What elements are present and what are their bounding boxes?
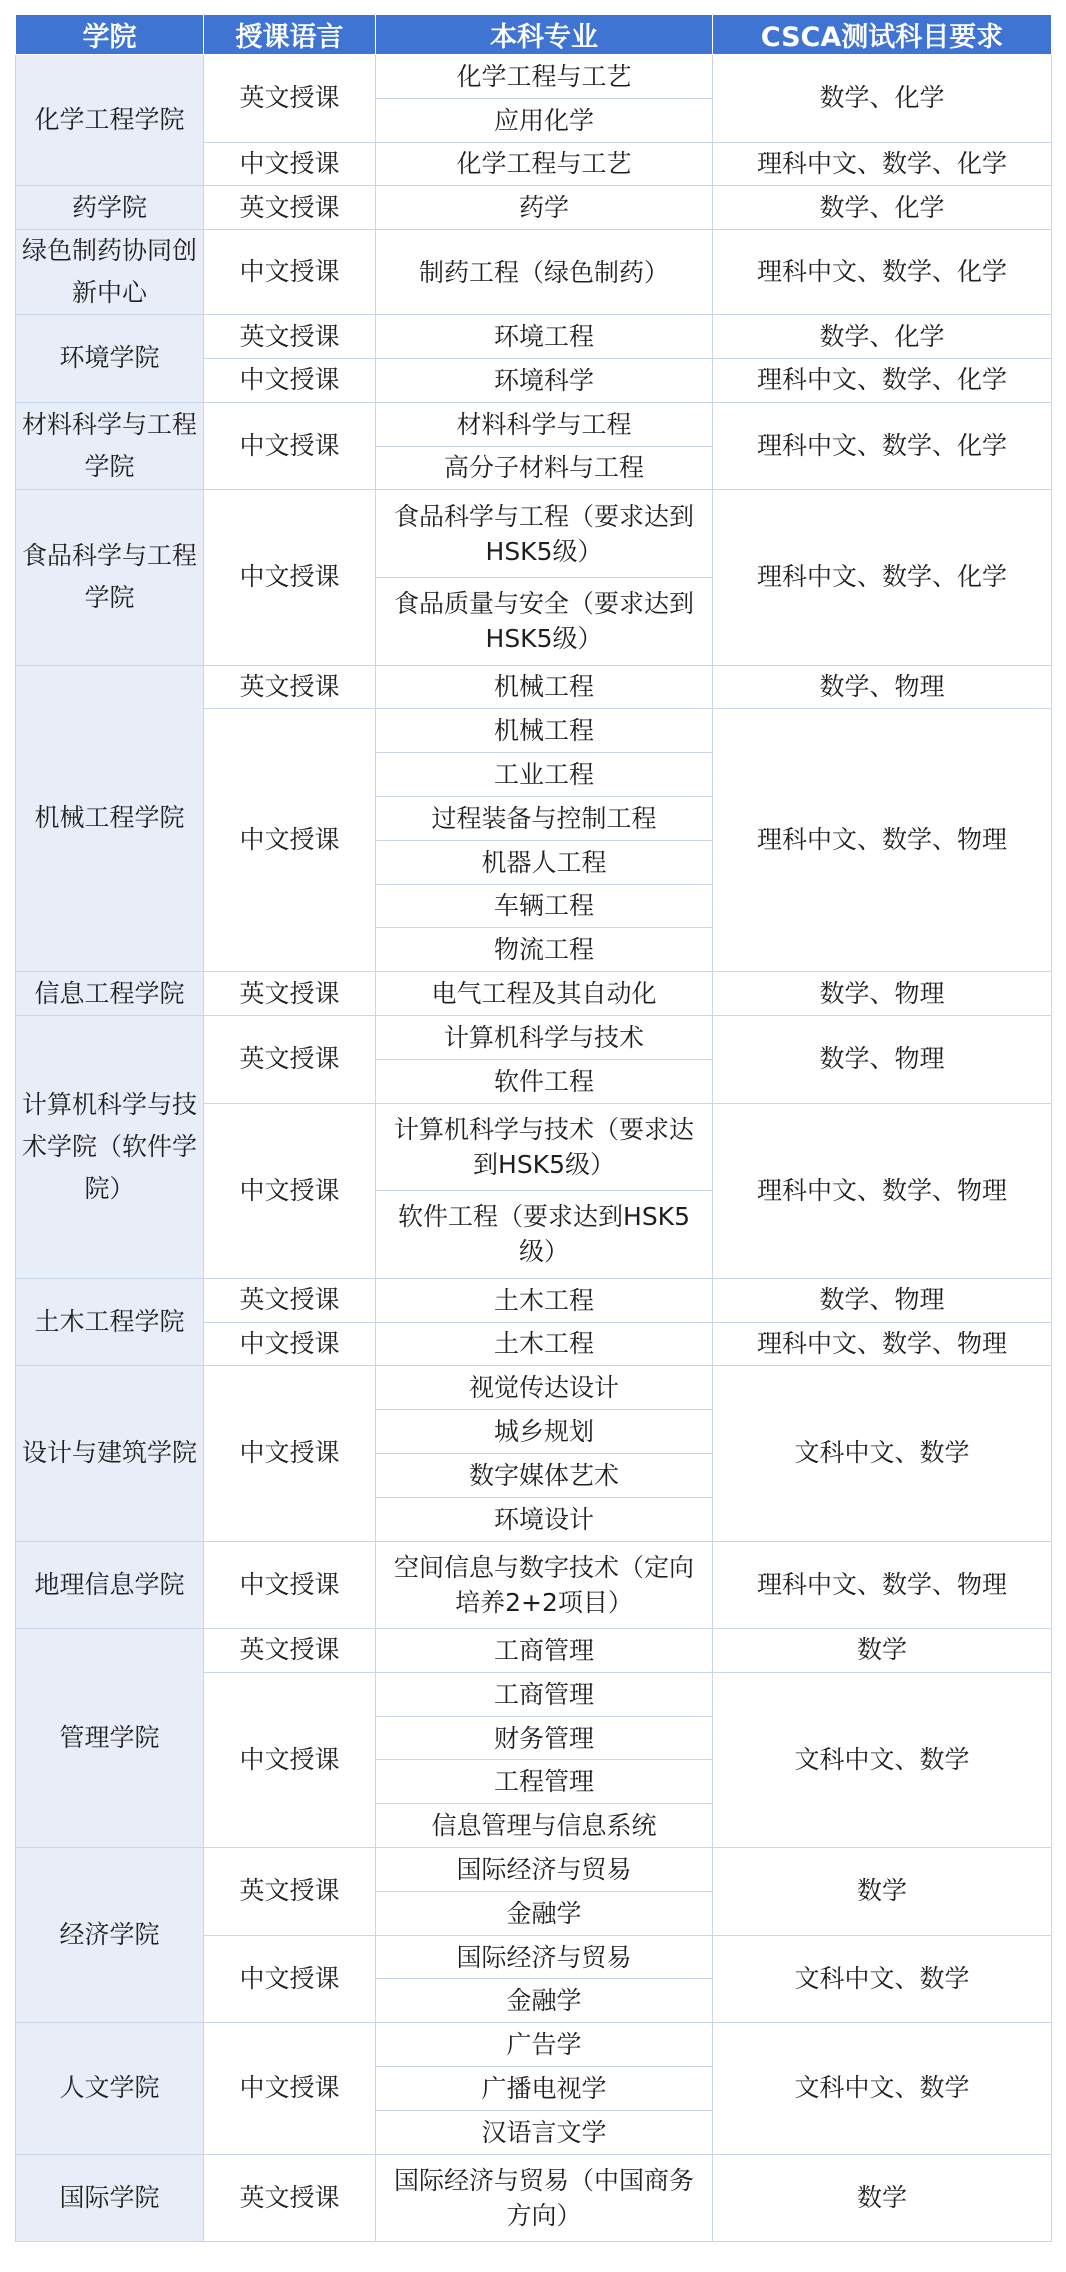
requirement-cell: 文科中文、数学 <box>713 1935 1052 2023</box>
table-body <box>16 55 1052 2242</box>
header-college: 学院 <box>16 15 204 55</box>
language-cell: 中文授课 <box>204 230 376 315</box>
college-cell: 食品科学与工程学院 <box>16 490 204 665</box>
table-row <box>16 315 1052 359</box>
requirement-cell: 理科中文、数学、物理 <box>713 1103 1052 1278</box>
table-row <box>16 186 1052 230</box>
major-cell: 广播电视学 <box>376 2067 713 2111</box>
major-cell: 食品科学与工程（要求达到HSK5级） <box>376 490 713 578</box>
requirement-cell: 理科中文、数学、物理 <box>713 1322 1052 1366</box>
requirement-cell: 理科中文、数学、化学 <box>713 142 1052 186</box>
major-cell: 土木工程 <box>376 1322 713 1366</box>
requirement-cell: 理科中文、数学、化学 <box>713 230 1052 315</box>
language-cell: 英文授课 <box>204 55 376 143</box>
requirement-cell: 数学、化学 <box>713 315 1052 359</box>
major-table-container <box>15 14 1051 2242</box>
major-cell: 物流工程 <box>376 928 713 972</box>
major-cell: 财务管理 <box>376 1716 713 1760</box>
major-cell: 应用化学 <box>376 98 713 142</box>
college-cell: 环境学院 <box>16 315 204 403</box>
major-cell: 国际经济与贸易（中国商务方向） <box>376 2154 713 2242</box>
table-row <box>16 2023 1052 2067</box>
college-cell: 药学院 <box>16 186 204 230</box>
major-cell: 软件工程 <box>376 1059 713 1103</box>
requirement-cell: 数学 <box>713 2154 1052 2242</box>
major-cell: 计算机科学与技术 <box>376 1015 713 1059</box>
table-row <box>16 1278 1052 1322</box>
requirement-cell: 理科中文、数学、化学 <box>713 358 1052 402</box>
college-cell: 材料科学与工程学院 <box>16 402 204 490</box>
major-cell: 过程装备与控制工程 <box>376 796 713 840</box>
major-cell: 材料科学与工程 <box>376 402 713 446</box>
college-cell: 机械工程学院 <box>16 665 204 972</box>
college-cell: 绿色制药协同创新中心 <box>16 230 204 315</box>
language-cell: 英文授课 <box>204 665 376 709</box>
major-cell: 视觉传达设计 <box>376 1366 713 1410</box>
language-cell: 英文授课 <box>204 1015 376 1103</box>
language-cell: 英文授课 <box>204 1848 376 1936</box>
college-cell: 土木工程学院 <box>16 1278 204 1366</box>
language-cell: 中文授课 <box>204 142 376 186</box>
table-row <box>16 665 1052 709</box>
major-cell: 汉语言文学 <box>376 2110 713 2154</box>
requirement-cell: 理科中文、数学、物理 <box>713 1541 1052 1629</box>
college-cell: 国际学院 <box>16 2154 204 2242</box>
language-cell: 英文授课 <box>204 315 376 359</box>
major-cell: 药学 <box>376 186 713 230</box>
language-cell: 英文授课 <box>204 1629 376 1673</box>
requirement-cell: 文科中文、数学 <box>713 2023 1052 2154</box>
header-major: 本科专业 <box>376 15 713 55</box>
major-cell: 数字媒体艺术 <box>376 1453 713 1497</box>
language-cell: 英文授课 <box>204 972 376 1016</box>
language-cell: 中文授课 <box>204 402 376 490</box>
major-cell: 信息管理与信息系统 <box>376 1804 713 1848</box>
major-cell: 金融学 <box>376 1891 713 1935</box>
table-row <box>16 55 1052 99</box>
major-cell: 化学工程与工艺 <box>376 142 713 186</box>
major-requirements-table <box>15 14 1052 2242</box>
major-cell: 食品质量与安全（要求达到HSK5级） <box>376 577 713 665</box>
college-cell: 计算机科学与技术学院（软件学院） <box>16 1015 204 1278</box>
major-cell: 工商管理 <box>376 1672 713 1716</box>
college-cell: 化学工程学院 <box>16 55 204 186</box>
header-language: 授课语言 <box>204 15 376 55</box>
table-row <box>16 2154 1052 2198</box>
major-cell: 机械工程 <box>376 709 713 753</box>
table-row <box>16 1541 1052 1585</box>
language-cell: 中文授课 <box>204 1935 376 2023</box>
requirement-cell: 数学、物理 <box>713 972 1052 1016</box>
language-cell: 中文授课 <box>204 490 376 665</box>
language-cell: 中文授课 <box>204 1541 376 1629</box>
major-cell: 广告学 <box>376 2023 713 2067</box>
requirement-cell: 理科中文、数学、物理 <box>713 709 1052 972</box>
language-cell: 中文授课 <box>204 709 376 972</box>
major-cell: 环境工程 <box>376 315 713 359</box>
language-cell: 中文授课 <box>204 1103 376 1278</box>
table-row <box>16 230 1052 315</box>
major-cell: 机械工程 <box>376 665 713 709</box>
major-cell: 环境设计 <box>376 1497 713 1541</box>
requirement-cell: 数学、物理 <box>713 665 1052 709</box>
college-cell: 设计与建筑学院 <box>16 1366 204 1541</box>
table-row <box>16 1015 1052 1059</box>
college-cell: 经济学院 <box>16 1848 204 2023</box>
requirement-cell: 数学、物理 <box>713 1278 1052 1322</box>
requirement-cell: 文科中文、数学 <box>713 1672 1052 1847</box>
table-row <box>16 972 1052 1016</box>
college-cell: 信息工程学院 <box>16 972 204 1016</box>
language-cell: 英文授课 <box>204 186 376 230</box>
table-row <box>16 1629 1052 1673</box>
requirement-cell: 理科中文、数学、化学 <box>713 490 1052 665</box>
major-cell: 车辆工程 <box>376 884 713 928</box>
language-cell: 中文授课 <box>204 2023 376 2154</box>
major-cell: 电气工程及其自动化 <box>376 972 713 1016</box>
table-row <box>16 490 1052 534</box>
table-row <box>16 1848 1052 1892</box>
major-cell: 机器人工程 <box>376 840 713 884</box>
table-row <box>16 1366 1052 1410</box>
major-cell: 土木工程 <box>376 1278 713 1322</box>
major-cell: 工业工程 <box>376 753 713 797</box>
major-cell: 软件工程（要求达到HSK5级） <box>376 1191 713 1279</box>
requirement-cell: 数学、化学 <box>713 186 1052 230</box>
language-cell: 中文授课 <box>204 1322 376 1366</box>
language-cell: 英文授课 <box>204 1278 376 1322</box>
requirement-cell: 理科中文、数学、化学 <box>713 402 1052 490</box>
requirement-cell: 数学、物理 <box>713 1015 1052 1103</box>
requirement-cell: 文科中文、数学 <box>713 1366 1052 1541</box>
major-cell: 金融学 <box>376 1979 713 2023</box>
requirement-cell: 数学 <box>713 1848 1052 1936</box>
major-cell: 计算机科学与技术（要求达到HSK5级） <box>376 1103 713 1191</box>
language-cell: 英文授课 <box>204 2154 376 2242</box>
major-cell: 高分子材料与工程 <box>376 446 713 490</box>
major-cell: 工程管理 <box>376 1760 713 1804</box>
major-cell: 工商管理 <box>376 1629 713 1673</box>
table-row <box>16 402 1052 446</box>
college-cell: 地理信息学院 <box>16 1541 204 1629</box>
college-cell: 管理学院 <box>16 1629 204 1848</box>
major-cell: 城乡规划 <box>376 1410 713 1454</box>
header-requirements: CSCA测试科目要求 <box>713 15 1052 55</box>
major-cell: 化学工程与工艺 <box>376 55 713 99</box>
major-cell: 国际经济与贸易 <box>376 1935 713 1979</box>
requirement-cell: 数学 <box>713 1629 1052 1673</box>
major-cell: 制药工程（绿色制药） <box>376 230 713 315</box>
major-cell: 环境科学 <box>376 358 713 402</box>
language-cell: 中文授课 <box>204 1672 376 1847</box>
requirement-cell: 数学、化学 <box>713 55 1052 143</box>
college-cell: 人文学院 <box>16 2023 204 2154</box>
major-cell: 国际经济与贸易 <box>376 1848 713 1892</box>
language-cell: 中文授课 <box>204 1366 376 1541</box>
table-header-row <box>16 15 1052 55</box>
language-cell: 中文授课 <box>204 358 376 402</box>
major-cell: 空间信息与数字技术（定向培养2+2项目） <box>376 1541 713 1629</box>
